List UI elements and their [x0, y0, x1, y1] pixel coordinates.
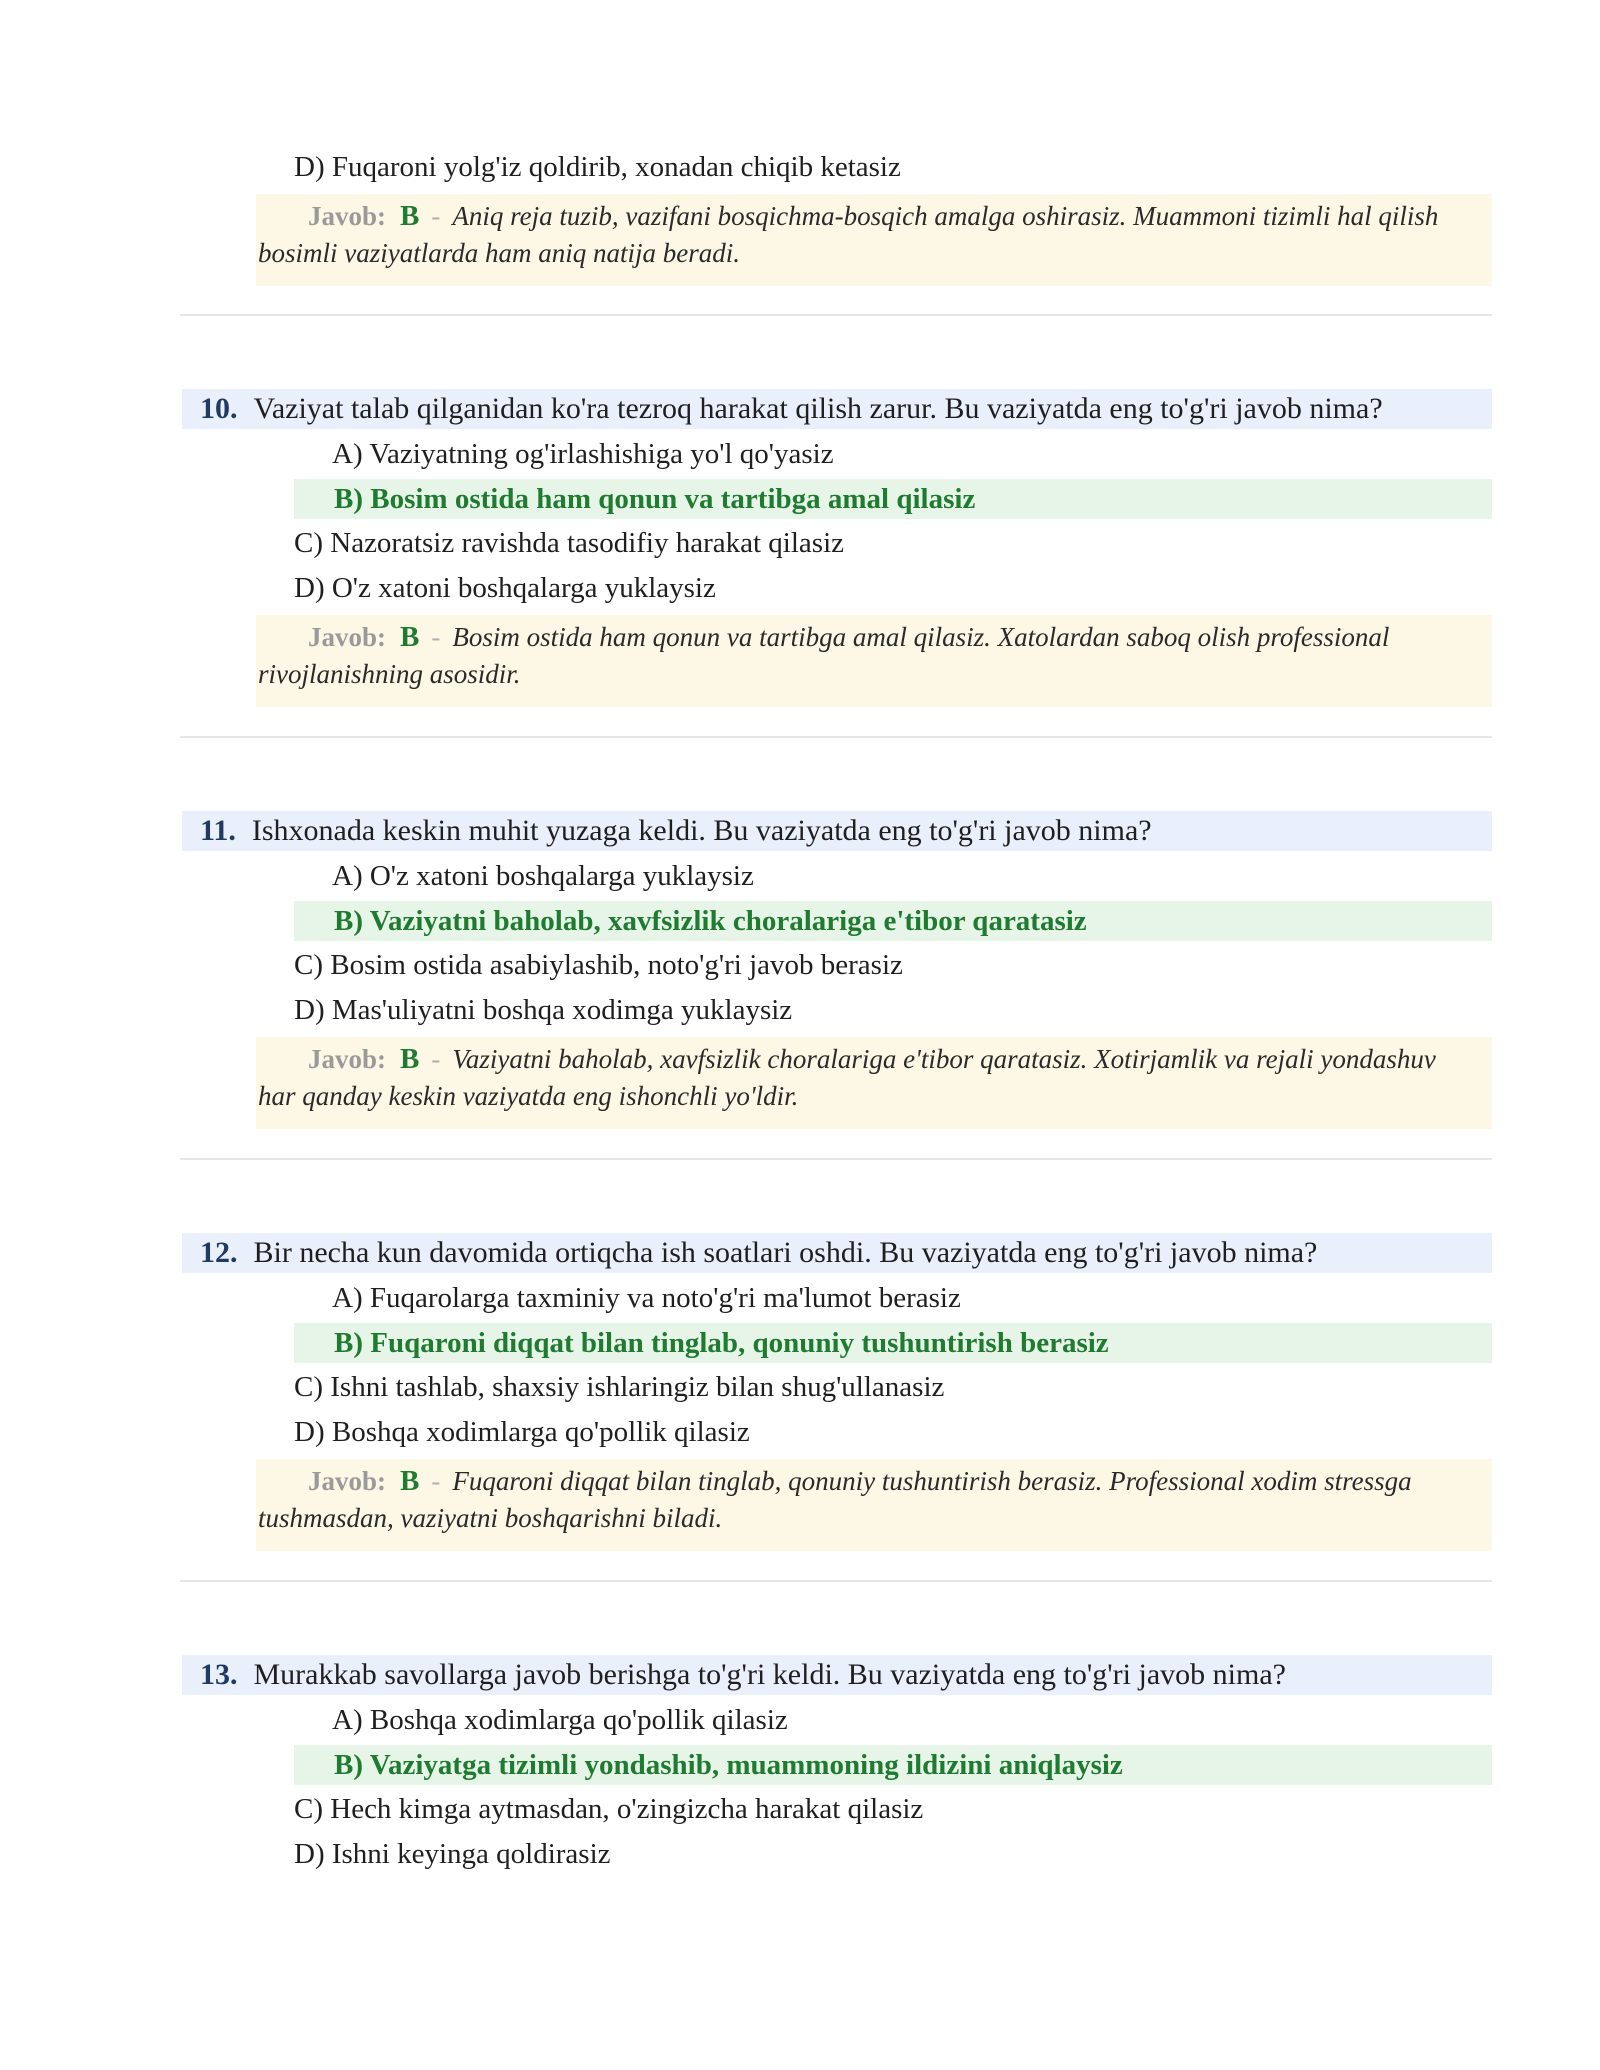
option-a: A) O'z xatoni boshqalarga yuklaysiz [332, 860, 754, 892]
answer-explanation: Vaziyatni baholab, xavfsizlik choralariga e'tibor qaratasiz. Xotirjamlik va rejali yondashuv har qanday keskin vaziyatda eng ishonchli yo'ldir. [258, 1044, 1436, 1111]
answer-label: Javob: [308, 622, 387, 652]
option-a: A) Boshqa xodimlarga qo'pollik qilasiz [332, 1704, 788, 1736]
answer-explanation: Fuqaroni diqqat bilan tinglab, qonuniy tushuntirish berasiz. Professional xodim stressga tushmasdan, vaziyatni boshqarishni biladi. [258, 1466, 1412, 1533]
divider [180, 314, 1492, 316]
answer-box [256, 615, 1492, 707]
option-c: C) Bosim ostida asabiylashib, noto'g'ri javob berasiz [294, 949, 903, 981]
question-10 [182, 389, 1492, 429]
option-a: A) Fuqarolarga taxminiy va noto'g'ri ma'lumot berasiz [332, 1282, 961, 1314]
dash-separator: - [431, 622, 441, 652]
answer-label: Javob: [308, 1044, 387, 1074]
question-12 [182, 1233, 1492, 1273]
question-number: 10. [200, 392, 238, 425]
answer-explanation: Bosim ostida ham qonun va tartibga amal qilasiz. Xatolardan saboq olish professional rivojlanishning asosidir. [258, 622, 1390, 689]
question-number: 12. [200, 1236, 238, 1269]
option-b-correct: B) Bosim ostida ham qonun va tartibga amal qilasiz [294, 479, 1492, 519]
divider [180, 1580, 1492, 1582]
question-text: Vaziyat talab qilganidan ko'ra tezroq harakat qilish zarur. Bu vaziyatda eng to'g'ri javob nima? [253, 392, 1383, 425]
question-number: 11. [200, 814, 236, 847]
question-text: Ishxonada keskin muhit yuzaga keldi. Bu vaziyatda eng to'g'ri javob nima? [251, 814, 1152, 847]
question-13 [182, 1655, 1492, 1695]
answer-key: B [400, 200, 420, 232]
question-number: 13. [200, 1658, 238, 1691]
answer-label: Javob: [308, 1466, 387, 1496]
answer-key: B [400, 621, 420, 653]
question-text: Murakkab savollarga javob berishga to'g'ri keldi. Bu vaziyatda eng to'g'ri javob nima? [253, 1658, 1286, 1691]
option-d: D) O'z xatoni boshqalarga yuklaysiz [294, 572, 716, 604]
option-c: C) Ishni tashlab, shaxsiy ishlaringiz bilan shug'ullanasiz [294, 1371, 945, 1403]
question-text: Bir necha kun davomida ortiqcha ish soatlari oshdi. Bu vaziyatda eng to'g'ri javob nima? [253, 1236, 1318, 1269]
question-11 [182, 811, 1492, 851]
dash-separator: - [431, 1466, 441, 1496]
option-d: D) Ishni keyinga qoldirasiz [294, 1838, 611, 1870]
divider [180, 736, 1492, 738]
divider [180, 1158, 1492, 1160]
answer-label: Javob: [308, 201, 387, 231]
answer-key: B [400, 1465, 420, 1497]
answer-explanation: Aniq reja tuzib, vazifani bosqichma-bosqich amalga oshirasiz. Muammoni tizimli hal qilish bosimli vaziyatlarda ham aniq natija beradi. [258, 201, 1439, 268]
option-d: D) Fuqaroni yolg'iz qoldirib, xonadan chiqib ketasiz [294, 151, 901, 183]
answer-key: B [400, 1043, 420, 1075]
answer-box [256, 1459, 1492, 1551]
option-c: C) Hech kimga aytmasdan, o'zingizcha harakat qilasiz [294, 1793, 924, 1825]
dash-separator: - [431, 201, 441, 231]
option-c: C) Nazoratsiz ravishda tasodifiy harakat qilasiz [294, 527, 844, 559]
option-d: D) Mas'uliyatni boshqa xodimga yuklaysiz [294, 994, 793, 1026]
dash-separator: - [431, 1044, 441, 1074]
answer-box [256, 1037, 1492, 1129]
answer-box [256, 194, 1492, 286]
option-b-correct: B) Fuqaroni diqqat bilan tinglab, qonuniy tushuntirish berasiz [294, 1323, 1492, 1363]
option-b-correct: B) Vaziyatni baholab, xavfsizlik choralariga e'tibor qaratasiz [294, 901, 1492, 941]
option-a: A) Vaziyatning og'irlashishiga yo'l qo'yasiz [332, 438, 834, 470]
option-d: D) Boshqa xodimlarga qo'pollik qilasiz [294, 1416, 750, 1448]
option-b-correct: B) Vaziyatga tizimli yondashib, muammoning ildizini aniqlaysiz [294, 1745, 1492, 1785]
